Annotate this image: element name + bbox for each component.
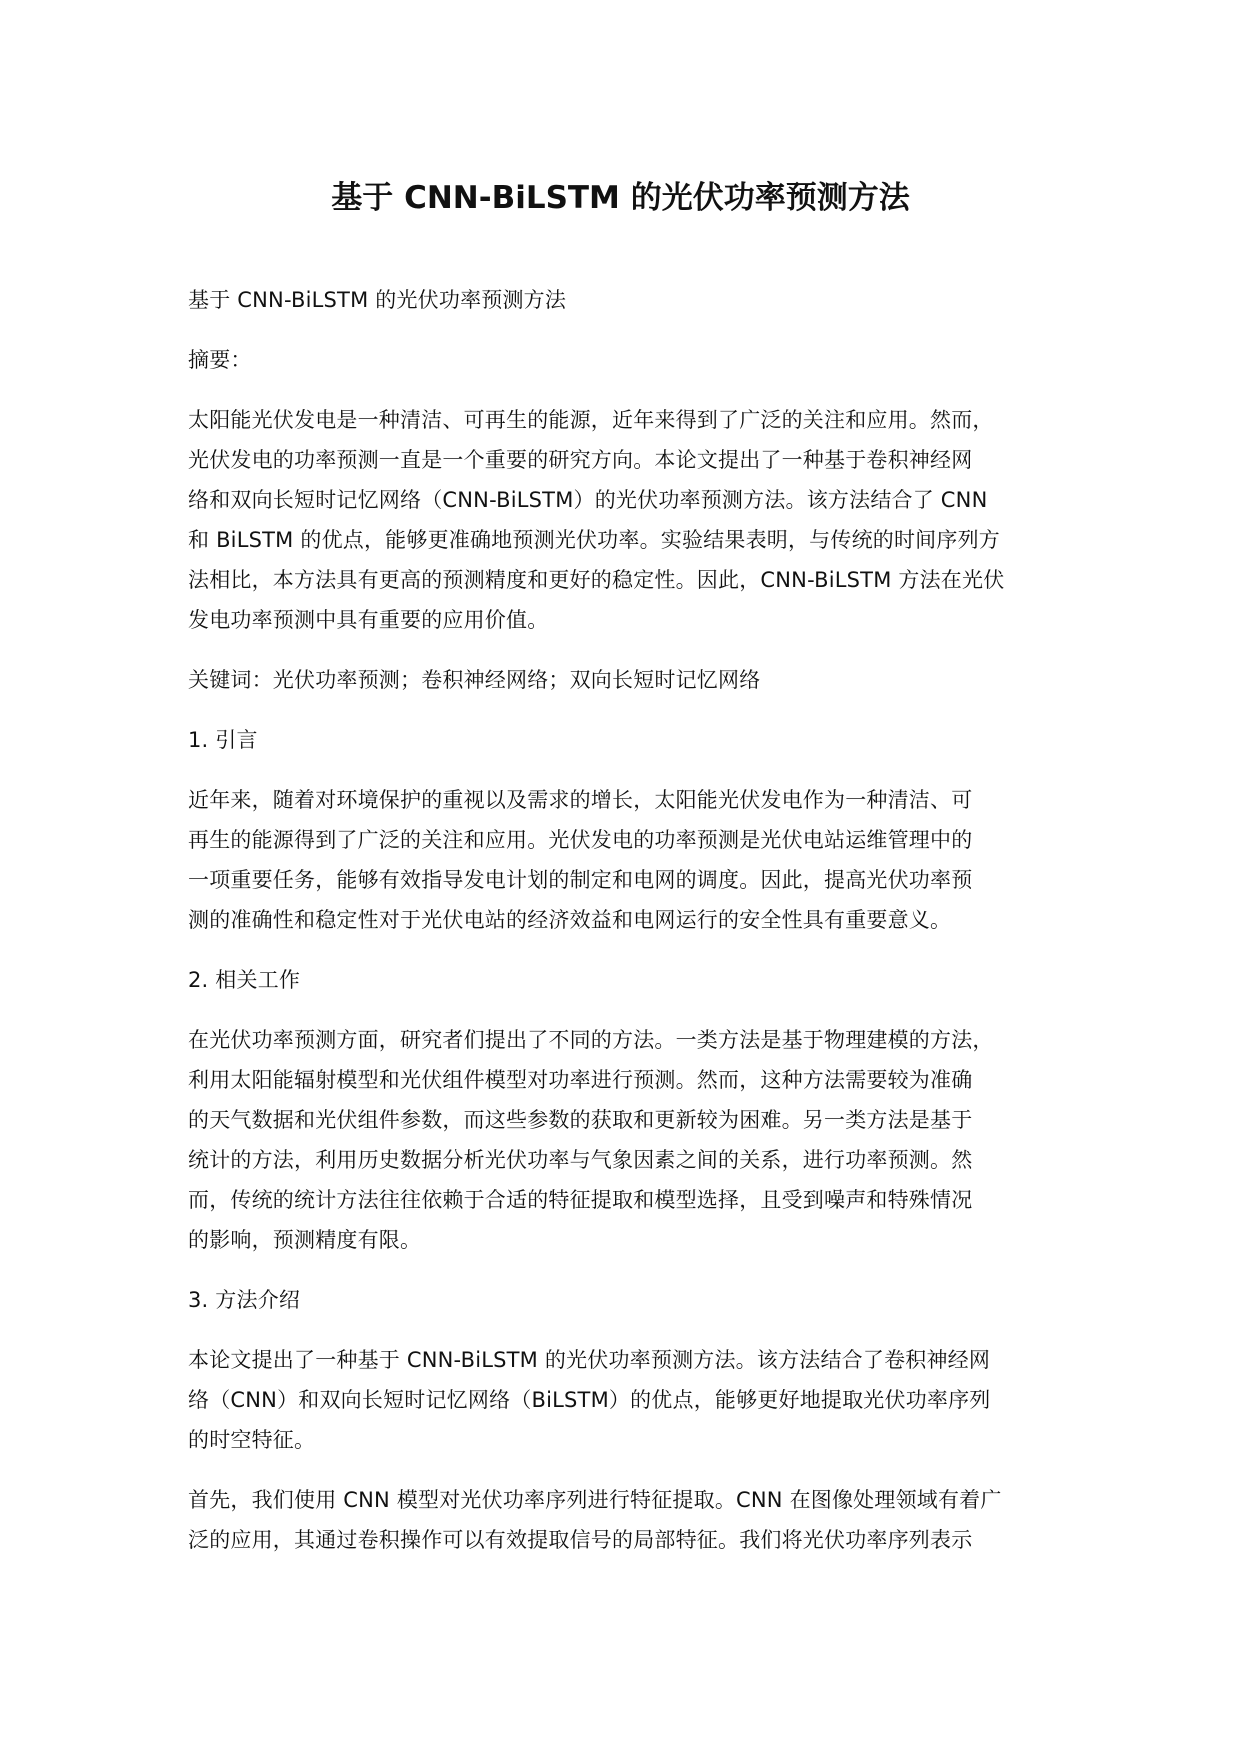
text-line: 太阳能光伏发电是一种清洁、可再生的能源，近年来得到了广泛的关注和应用。然而， [188,408,994,432]
text-line: 基于 CNN-BiLSTM 的光伏功率预测方法 [188,288,567,312]
text-line: 法相比，本方法具有更高的预测精度和更好的稳定性。因此，CNN-BiLSTM 方法在光伏 [188,568,1005,592]
text-line: 测的准确性和稳定性对于光伏电站的经济效益和电网运行的安全性具有重要意义。 [188,908,952,932]
text-line: 摘要： [188,348,252,372]
text-line: 本论文提出了一种基于 CNN-BiLSTM 的光伏功率预测方法。该方法结合了卷积神经网 [188,1348,991,1372]
text-line: 一项重要任务，能够有效指导发电计划的制定和电网的调度。因此，提高光伏功率预 [188,868,973,892]
text-line: 关键词：光伏功率预测；卷积神经网络；双向长短时记忆网络 [188,668,761,692]
text-line: 和 BiLSTM 的优点，能够更准确地预测光伏功率。实验结果表明，与传统的时间序列方 [188,528,1000,552]
text-line: 泛的应用，其通过卷积操作可以有效提取信号的局部特征。我们将光伏功率序列表示 [188,1528,973,1552]
text-line: 1. 引言 [188,728,258,752]
paragraph [188,340,1078,380]
text-line: 光伏发电的功率预测一直是一个重要的研究方向。本论文提出了一种基于卷积神经网 [188,448,973,472]
text-line: 发电功率预测中具有重要的应用价值。 [188,608,549,632]
paragraph [188,780,1078,940]
paragraph [188,1020,1078,1260]
text-line: 络和双向长短时记忆网络（CNN-BiLSTM）的光伏功率预测方法。该方法结合了 CNN [188,488,988,512]
text-line: 在光伏功率预测方面，研究者们提出了不同的方法。一类方法是基于物理建模的方法， [188,1028,994,1052]
text-line: 近年来，随着对环境保护的重视以及需求的增长，太阳能光伏发电作为一种清洁、可 [188,788,973,812]
document-body [188,280,1078,1580]
paragraph [188,660,1078,700]
paragraph [188,1340,1078,1460]
document-title: 基于 CNN-BiLSTM 的光伏功率预测方法 [331,180,910,216]
paragraph [188,720,1078,760]
text-line: 统计的方法，利用历史数据分析光伏功率与气象因素之间的关系，进行功率预测。然 [188,1148,973,1172]
paragraph [188,1280,1078,1320]
text-line: 首先，我们使用 CNN 模型对光伏功率序列进行特征提取。CNN 在图像处理领域有着广 [188,1488,1002,1512]
paragraph [188,280,1078,320]
text-line: 再生的能源得到了广泛的关注和应用。光伏发电的功率预测是光伏电站运维管理中的 [188,828,973,852]
text-line: 的影响，预测精度有限。 [188,1228,422,1252]
paragraph [188,960,1078,1000]
text-line: 2. 相关工作 [188,968,301,992]
text-line: 的天气数据和光伏组件参数，而这些参数的获取和更新较为困难。另一类方法是基于 [188,1108,973,1132]
text-line: 的时空特征。 [188,1428,316,1452]
text-line: 而，传统的统计方法往往依赖于合适的特征提取和模型选择，且受到噪声和特殊情况 [188,1188,973,1212]
text-line: 3. 方法介绍 [188,1288,301,1312]
paragraph [188,400,1078,640]
text-line: 利用太阳能辐射模型和光伏组件模型对功率进行预测。然而，这种方法需要较为准确 [188,1068,973,1092]
text-line: 络（CNN）和双向长短时记忆网络（BiLSTM）的优点，能够更好地提取光伏功率序列 [188,1388,991,1412]
paragraph [188,1480,1078,1560]
